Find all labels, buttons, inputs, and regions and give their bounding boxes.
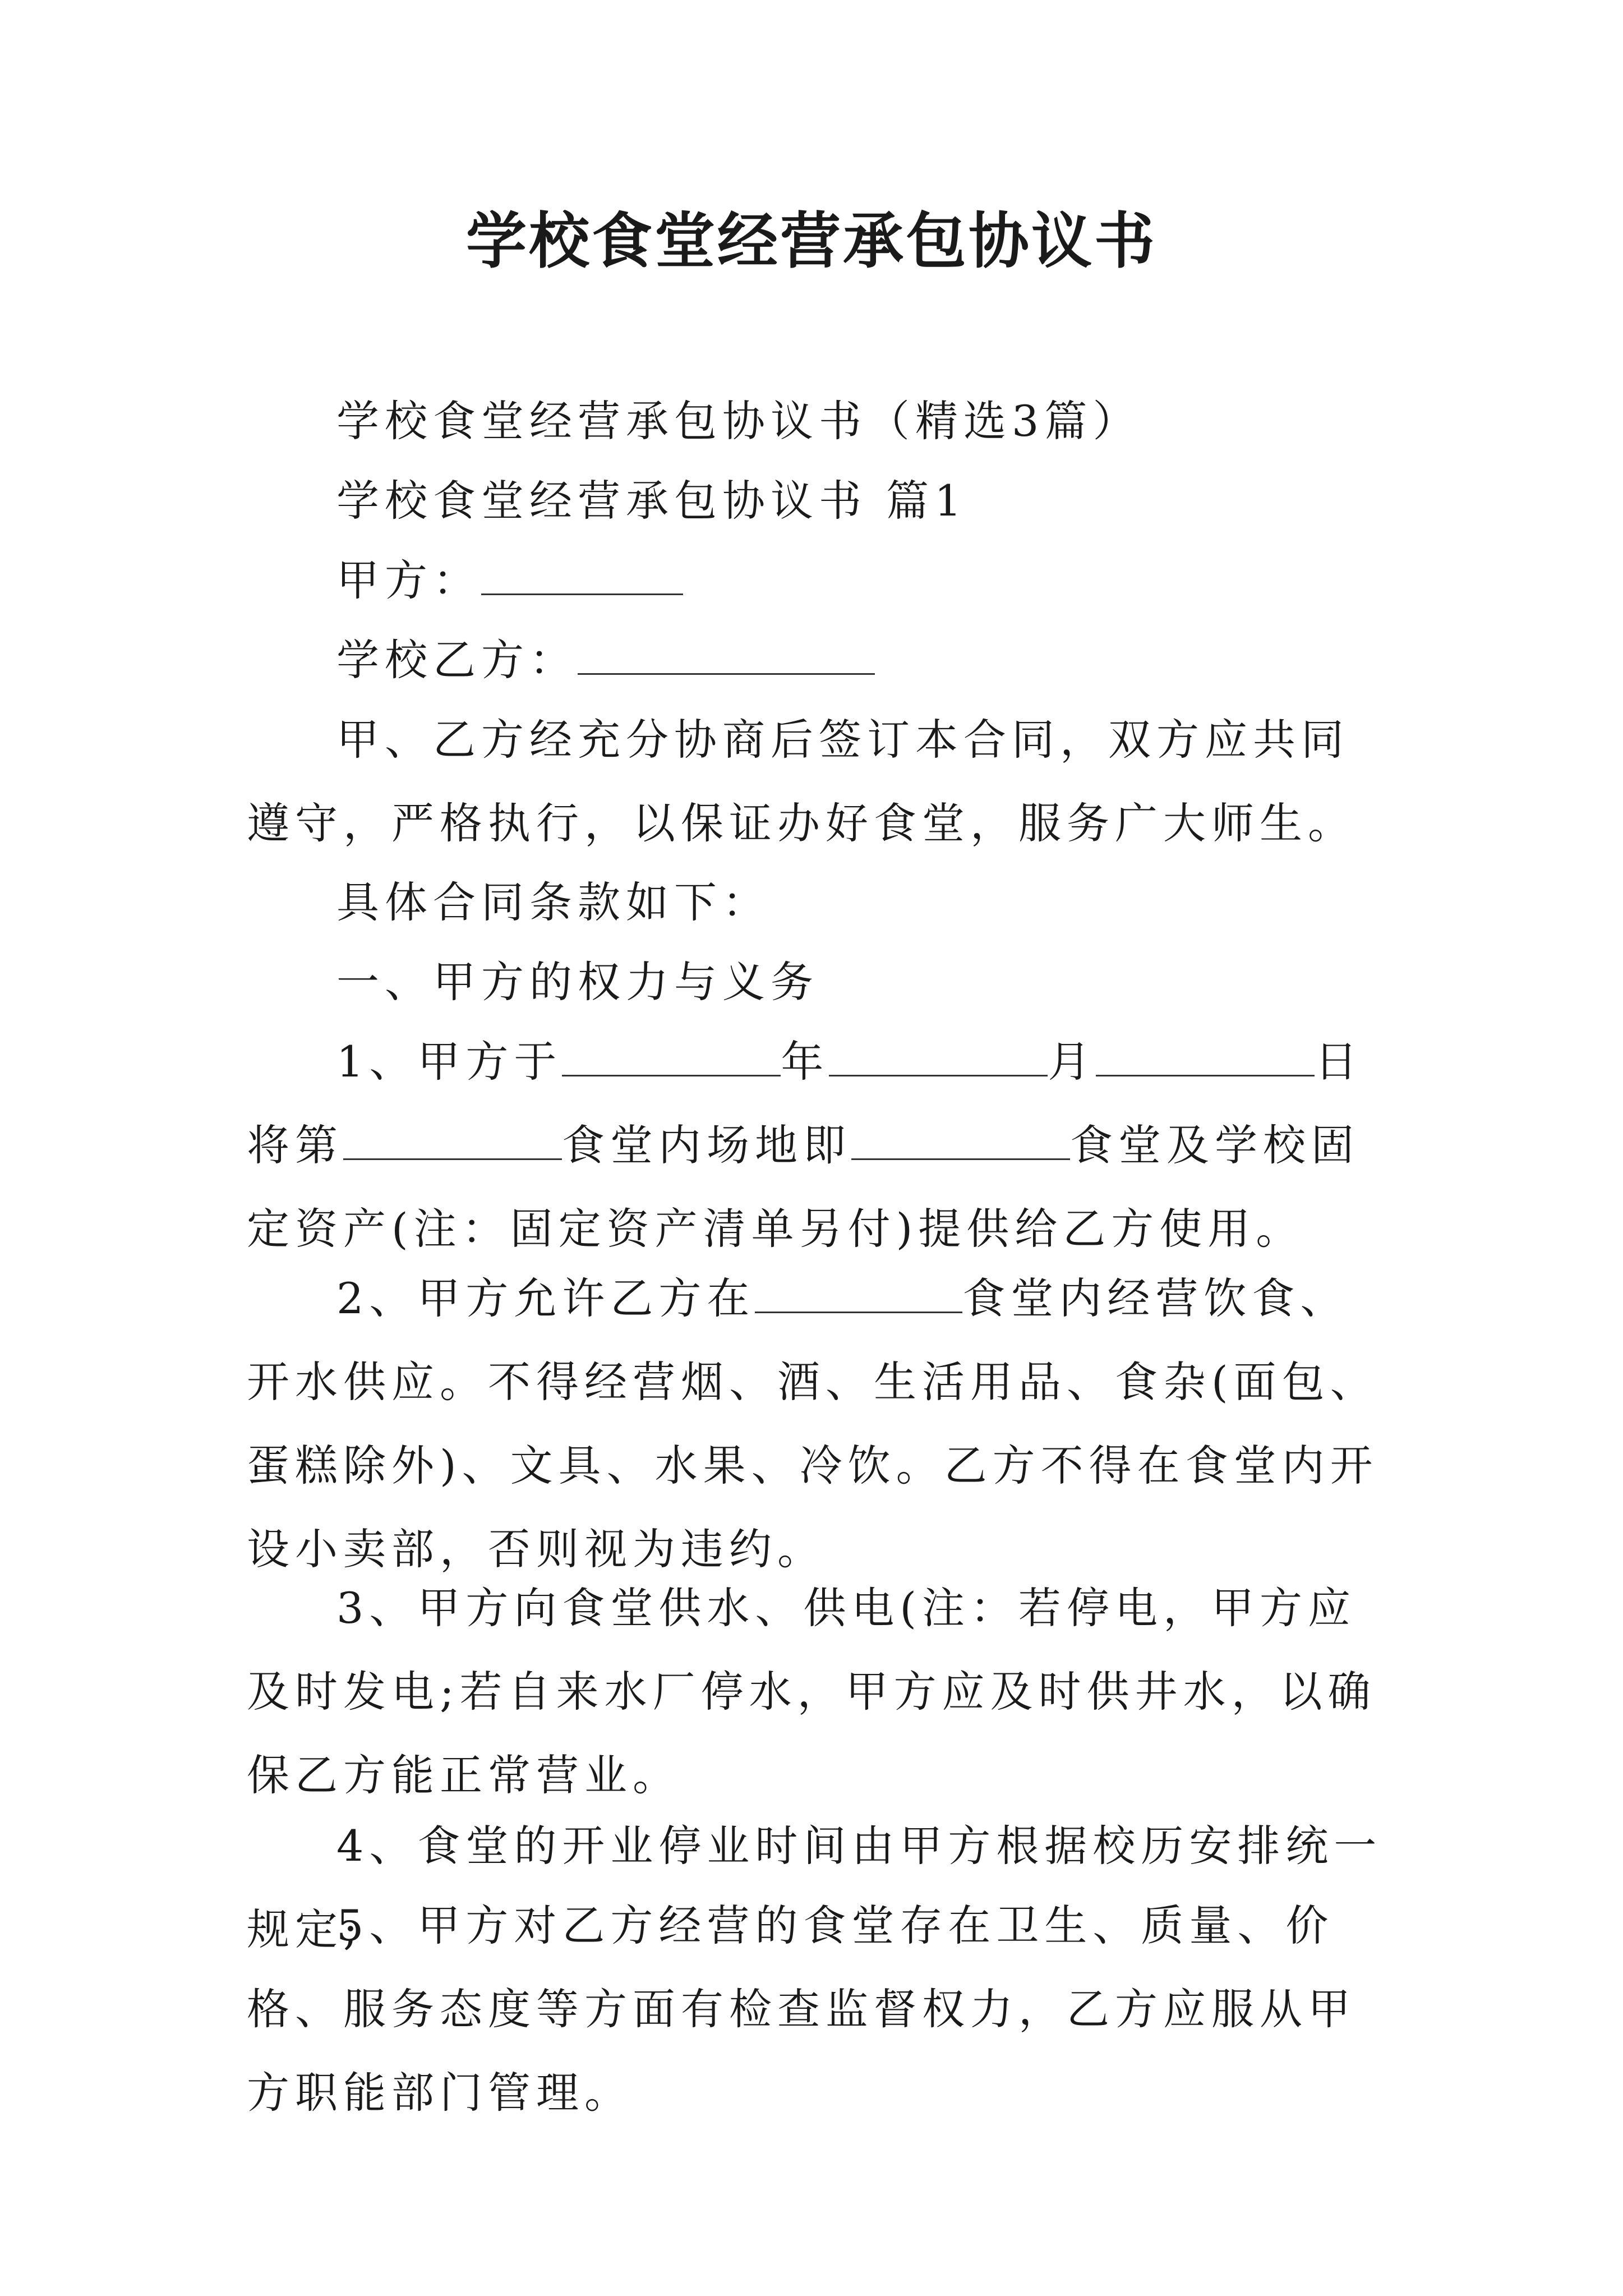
paragraph-clause-2 [247,1257,1391,1591]
party-a-blank [481,554,683,595]
clause-1-text-a: 1、甲方于 [336,1037,562,1087]
canteen-name-blank [851,1119,1070,1160]
paragraph-subtitle: 学校食堂经营承包协议书（精选3篇） [336,396,1141,446]
clause-2-text-b: 食堂内经营饮食、开水供应。不得经营烟、酒、生活用品、食杂(面包、蛋糕除外)、文具、水果、冷饮。乙方不得在食堂内开设小卖部，否则视为违约。 [247,1273,1378,1574]
paragraph-section-heading: 一、甲方的权力与义务 [336,957,819,1007]
clause-2-text-a: 2、甲方允许乙方在 [336,1273,755,1323]
paragraph-terms-intro: 具体合同条款如下： [336,877,771,927]
canteen-location-blank [755,1272,962,1313]
clause-1-text-site: 食堂内场地即 [562,1120,851,1170]
paragraph-chapter-heading: 学校食堂经营承包协议书 篇1 [336,476,967,526]
party-b-blank [578,634,875,675]
month-blank [829,1036,1048,1076]
clause-1-text-day: 日将第 [247,1037,1363,1170]
party-a-label: 甲方： [336,555,481,605]
year-blank [562,1036,781,1076]
clause-1-text-month: 月 [1048,1037,1096,1087]
clause-1-text-end: 食堂及学校固定资产(注：固定资产清单另付)提供给乙方使用。 [247,1120,1359,1254]
paragraph-clause-3: 3、甲方向食堂供水、供电(注：若停电，甲方应及时发电;若自来水厂停水，甲方应及时供井水，以确保乙方能正常营业。 [247,1583,1376,1800]
paragraph-clause-5: 5、甲方对乙方经营的食堂存在卫生、质量、价格、服务态度等方面有检查监督权力，乙方应服从甲方职能部门管理。 [247,1901,1356,2118]
party-b-label: 学校乙方： [336,635,578,685]
paragraph-preamble: 甲、乙方经充分协商后签订本合同，双方应共同遵守，严格执行，以保证办好食堂，服务广大师生。 [247,715,1356,848]
clause-1-text-year: 年 [781,1037,829,1087]
paragraph-party-a [247,539,1391,622]
day-blank [1096,1036,1315,1076]
paragraph-clause-1 [247,1020,1391,1271]
paragraph-clause-4: 4、食堂的开业停业时间由甲方根据校历安排统一规定; [247,1821,1382,1954]
canteen-number-blank [343,1119,562,1160]
paragraph-party-b [247,618,1391,702]
document-title: 学校食堂经营承包协议书 [465,206,1157,277]
